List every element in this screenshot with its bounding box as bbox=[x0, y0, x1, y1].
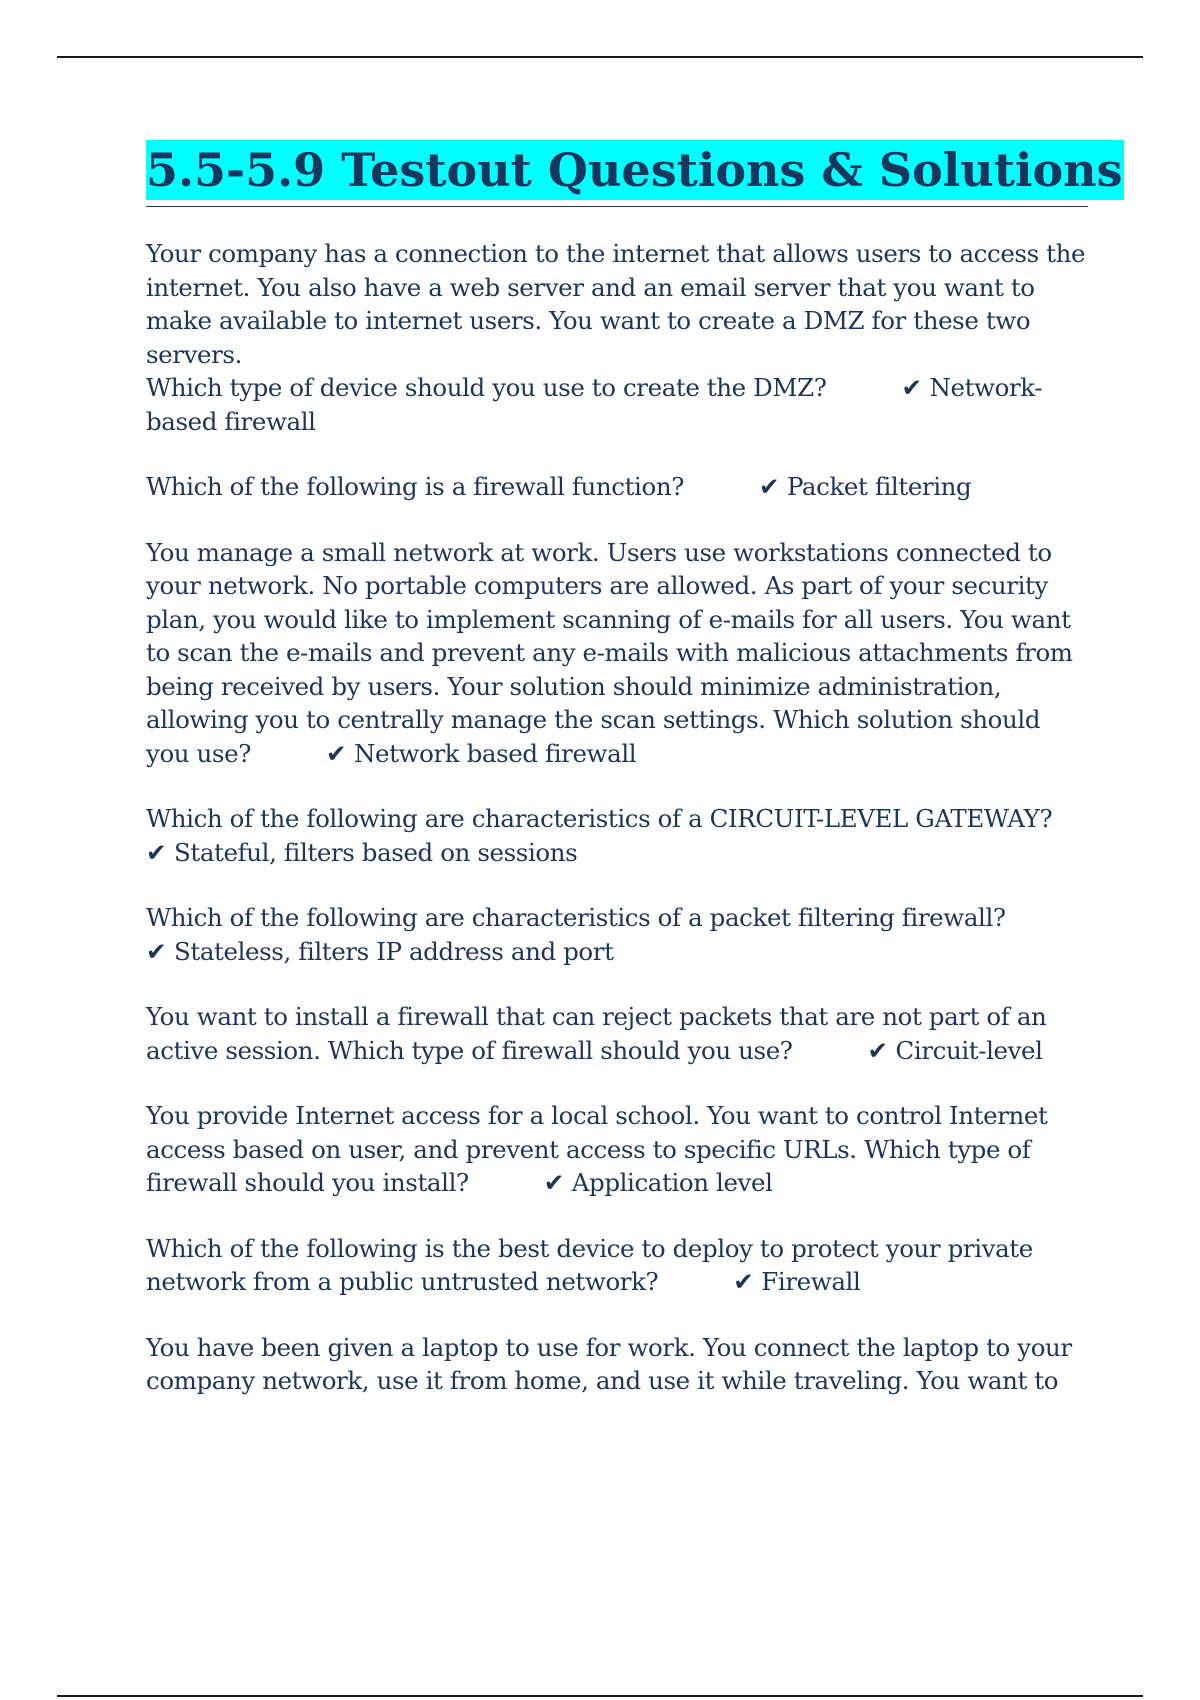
answer-text: Network based firewall bbox=[353, 738, 637, 768]
check-icon: ✔ bbox=[325, 738, 347, 768]
page-title: 5.5-5.9 Testout Questions & Solutions bbox=[146, 140, 1124, 200]
question-text: Which of the following are characteristics of a CIRCUIT-LEVEL GATEWAY? bbox=[146, 804, 1053, 833]
question-text: Which of the following is the best device to deploy to protect your private network from a public untrusted network? bbox=[146, 1233, 1033, 1296]
answer-text: Network-based firewall bbox=[146, 373, 1043, 436]
qa-item bbox=[146, 901, 1088, 968]
check-icon: ✔ bbox=[901, 373, 922, 402]
answer-text: Stateful, filters based on sessions bbox=[174, 837, 578, 867]
question-text: Which of the following are characteristics of a packet filtering firewall? bbox=[146, 903, 1006, 932]
question-text: Which of the following is a firewall function? bbox=[146, 472, 684, 501]
bottom-rule bbox=[57, 1695, 1143, 1697]
question-text: You manage a small network at work. Users use workstations connected to your network. No portable computers are allowed. As part of your security plan, you would like to implement scanning of e-mails for all users. You want to scan the e-mails and prevent any e-mails with malicious attachments from being received by users. Your solution should minimize administration, allowing you to centrally manage the scan settings. Which solution should you use? bbox=[146, 537, 1073, 768]
qa-item bbox=[146, 1331, 1088, 1398]
qa-item bbox=[146, 536, 1088, 771]
qa-item bbox=[146, 1232, 1088, 1299]
check-icon: ✔ bbox=[146, 936, 167, 966]
check-icon: ✔ bbox=[543, 1168, 564, 1197]
check-icon: ✔ bbox=[867, 1035, 888, 1065]
qa-item bbox=[146, 470, 1088, 504]
check-icon: ✔ bbox=[758, 472, 780, 501]
qa-item bbox=[146, 1099, 1088, 1200]
title-underline bbox=[146, 140, 1123, 207]
question-text: You want to install a firewall that can reject packets that are not part of an active session. Which type of firewall should you use? bbox=[146, 1002, 1047, 1065]
question-text: You have been given a laptop to use for work. You connect the laptop to your company network, use it from home, and use it while traveling. You want to bbox=[146, 1332, 1072, 1395]
qa-item bbox=[146, 1000, 1088, 1067]
qa-item bbox=[146, 237, 1088, 438]
question-text: Your company has a connection to the internet that allows users to access the internet. You also have a web server and an email server that you want to make available to internet users. You want to create a DMZ for these two servers. Which type of device should you use to create the DMZ? bbox=[146, 239, 1086, 402]
check-icon: ✔ bbox=[733, 1267, 754, 1296]
check-icon: ✔ bbox=[146, 837, 167, 867]
answer-text: Application level bbox=[571, 1168, 773, 1197]
answer-text: Packet filtering bbox=[786, 472, 972, 501]
qa-item bbox=[146, 802, 1088, 869]
answer-text: Circuit-level bbox=[895, 1035, 1043, 1065]
document-body bbox=[146, 140, 1123, 1430]
top-rule bbox=[57, 56, 1143, 58]
question-text: You provide Internet access for a local school. You want to control Internet access based on user, and prevent access to specific URLs. Which type of firewall should you install? bbox=[146, 1101, 1048, 1197]
answer-text: Stateless, filters IP address and port bbox=[174, 936, 614, 966]
answer-text: Firewall bbox=[761, 1267, 861, 1296]
